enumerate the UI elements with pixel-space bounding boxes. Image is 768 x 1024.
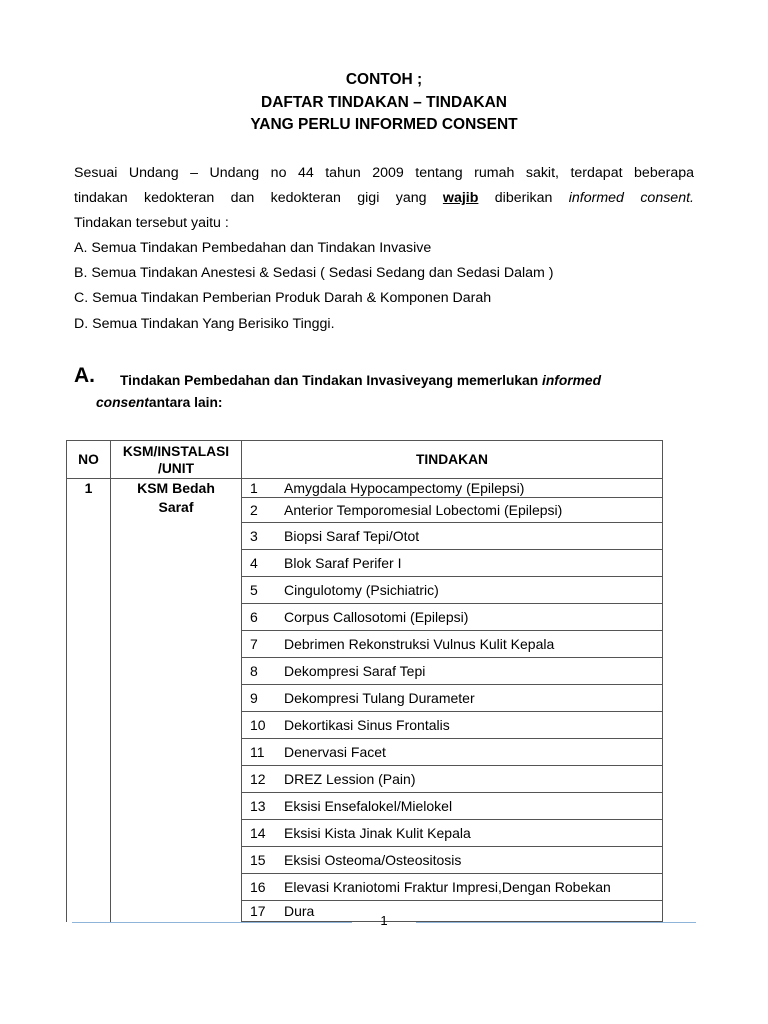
item-text: Dekompresi Tulang Durameter	[284, 690, 475, 706]
item-number: 13	[250, 798, 266, 814]
section-text-b: informed	[542, 373, 602, 388]
intro-item-b: B. Semua Tindakan Anestesi & Sedasi ( Sedasi Sedang dan Sedasi Dalam )	[74, 265, 554, 281]
section-text-c: consent	[96, 395, 149, 410]
item-number: 5	[250, 582, 258, 598]
item-number: 6	[250, 609, 258, 625]
header-no: NO	[67, 441, 111, 479]
item-text: Elevasi Kraniotomi Fraktur Impresi,Dengan Robekan	[284, 879, 611, 895]
footer-line-left	[72, 922, 352, 923]
tindakan-table	[66, 440, 663, 922]
item-number: 2	[250, 502, 258, 518]
table-row	[242, 792, 662, 819]
tindakan-list	[242, 479, 663, 922]
intro-item-a: A. Semua Tindakan Pembedahan dan Tindakan Invasive	[74, 240, 432, 256]
intro-line-2	[74, 186, 694, 211]
row-no: 1	[67, 479, 111, 922]
item-text: Eksisi Osteoma/Osteositosis	[284, 852, 462, 868]
item-number: 17	[250, 903, 266, 919]
intro-line-3: Tindakan tersebut yaitu :	[74, 215, 229, 231]
intro-line-1: Sesuai Undang – Undang no 44 tahun 2009 tentang rumah sakit, terdapat beberapa	[74, 165, 694, 181]
title-line-2: DAFTAR TINDAKAN – TINDAKAN	[261, 94, 507, 111]
item-number: 10	[250, 717, 266, 733]
item-text: Amygdala Hypocampectomy (Epilepsi)	[284, 480, 525, 496]
section-text-d: antara lain:	[148, 395, 223, 410]
item-text: Denervasi Facet	[284, 744, 386, 760]
item-number: 3	[250, 528, 258, 544]
table-row	[242, 576, 662, 603]
item-text: Dekompresi Saraf Tepi	[284, 663, 426, 679]
intro-item-c: C. Semua Tindakan Pemberian Produk Darah & Komponen Darah	[74, 290, 492, 306]
item-number: 1	[250, 480, 258, 496]
row-ksm-text: KSM Bedah Saraf	[137, 480, 215, 515]
table-row	[242, 630, 662, 657]
table-row	[242, 711, 662, 738]
item-text: Cingulotomy (Psichiatric)	[284, 582, 439, 598]
item-text: Biopsi Saraf Tepi/Otot	[284, 528, 420, 544]
item-text: Dekortikasi Sinus Frontalis	[284, 717, 450, 733]
table-row	[242, 873, 662, 900]
item-number: 15	[250, 852, 266, 868]
intro-item-d: D. Semua Tindakan Yang Berisiko Tinggi.	[74, 316, 335, 332]
item-text: Dura	[284, 903, 315, 919]
item-number: 16	[250, 879, 266, 895]
section-letter: A.	[74, 364, 95, 387]
row-ksm	[111, 479, 242, 922]
item-text: Debrimen Rekonstruksi Vulnus Kulit Kepala	[284, 636, 555, 652]
header-tindakan: TINDAKAN	[242, 441, 663, 479]
section-heading-line-1	[120, 370, 680, 392]
table-row	[242, 684, 662, 711]
section-heading-line-2	[96, 392, 223, 414]
item-text: Eksisi Ensefalokel/Mielokel	[284, 798, 453, 814]
header-ksm: KSM/INSTALASI /UNIT	[111, 441, 242, 479]
table-row	[242, 497, 662, 522]
item-text: Corpus Callosotomi (Epilepsi)	[284, 609, 469, 625]
item-number: 14	[250, 825, 266, 841]
table-row	[242, 765, 662, 792]
table-row	[242, 657, 662, 684]
item-number: 11	[250, 744, 265, 760]
item-text: Anterior Temporomesial Lobectomi (Epilepsi)	[284, 502, 563, 518]
intro-line-2-c: diberikan	[494, 190, 553, 206]
intro-line-2-a: tindakan kedokteran dan kedokteran gigi yang	[74, 190, 427, 206]
item-text: Eksisi Kista Jinak Kulit Kepala	[284, 825, 471, 841]
item-number: 4	[250, 555, 258, 571]
item-number: 8	[250, 663, 258, 679]
table-row	[242, 846, 662, 873]
section-text-a: Tindakan Pembedahan dan Tindakan Invasiveyang memerlukan	[120, 373, 539, 388]
title-line-1: CONTOH ;	[345, 71, 423, 88]
item-number: 7	[250, 636, 258, 652]
item-text: DREZ Lession (Pain)	[284, 771, 416, 787]
table-row	[242, 522, 662, 549]
table-row	[242, 738, 662, 765]
footer-line-right	[416, 922, 696, 923]
title-line-3: YANG PERLU INFORMED CONSENT	[250, 116, 518, 133]
page-number: 1	[380, 913, 388, 928]
intro-wajib: wajib	[442, 190, 479, 206]
table-row	[242, 479, 662, 497]
item-number: 12	[250, 771, 266, 787]
item-text: Blok Saraf Perifer I	[284, 555, 402, 571]
item-number: 9	[250, 690, 258, 706]
intro-informed-consent: informed consent.	[568, 190, 694, 206]
table-row	[242, 900, 662, 921]
table-row	[242, 603, 662, 630]
table-row	[242, 549, 662, 576]
table-row	[242, 819, 662, 846]
